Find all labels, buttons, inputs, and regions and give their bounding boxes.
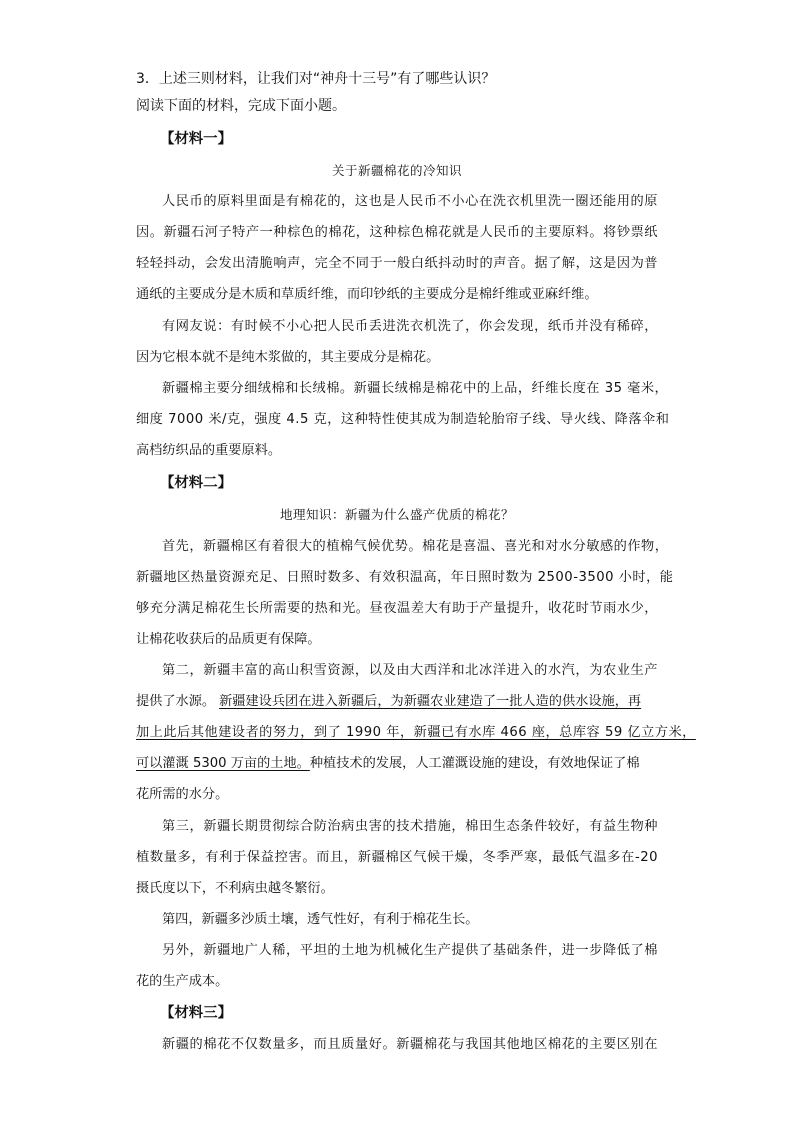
paragraph-line <box>136 755 640 773</box>
paragraph-line: 第四，新疆多沙质土壤，透气性好，有利于棉花生长。 <box>162 912 479 927</box>
material-2-heading: 【材料二】 <box>160 475 232 491</box>
paragraph-line: 新疆的棉花不仅数量多，而且质量好。新疆棉花与我国其他地区棉花的主要区别在 <box>162 1037 658 1052</box>
paragraph-text: 种植技术的发展，人工灌溉设施的建设，有效地保证了棉 <box>309 756 640 771</box>
paragraph-line: 细度 7000 米/克，强度 4.5 克，这种特性使其成为制造轮胎帘子线、导火线、降落伞和 <box>136 412 670 427</box>
material-1-title: 关于新疆棉花的冷知识 <box>331 163 462 178</box>
paragraph-line: 摄氏度以下，不利病虫越冬繁衍。 <box>136 881 334 896</box>
paragraph-line: 够充分满足棉花生长所需要的热和光。昼夜温差大有助于产量提升，收花时节雨水少， <box>136 601 658 616</box>
paragraph-line: 第二，新疆丰富的高山积雪资源，以及由大西洋和北冰洋进入的水汽，为农业生产 <box>162 663 658 678</box>
paragraph-line: 第三，新疆长期贯彻综合防治病虫害的技术措施，棉田生态条件较好，有益生物种 <box>162 819 658 834</box>
paragraph-line: 因。新疆石河子特产一种棕色的棉花，这种棕色棉花就是人民币的主要原料。将钞票纸 <box>136 225 658 240</box>
paragraph-text: 提供了水源。 <box>136 694 216 709</box>
paragraph-line: 因为它根本就不是纯木浆做的，其主要成分是棉花。 <box>136 350 440 365</box>
paragraph-line: 新疆棉主要分细绒棉和长绒棉。新疆长绒棉是棉花中的上品，纤维长度在 35 毫米， <box>162 381 669 396</box>
paragraph-line: 花的生产成本。 <box>136 974 229 989</box>
material-2-title: 地理知识：新疆为什么盛产优质的棉花？ <box>279 507 514 522</box>
paragraph-line: 植数量多，有利于保益控害。而且，新疆棉区气候干燥，冬季严寒，最低气温多在-20 <box>136 850 658 865</box>
question-3: 3．上述三则材料，让我们对“神舟十三号”有了哪些认识？ <box>136 71 496 87</box>
paragraph-line: 通纸的主要成分是木质和草质纤维，而印钞纸的主要成分是棉纤维或亚麻纤维。 <box>136 287 598 302</box>
paragraph-line: 高档纺织品的重要原料。 <box>136 443 282 458</box>
paragraph-line <box>136 693 641 711</box>
material-3-heading: 【材料三】 <box>160 1005 232 1021</box>
underlined-line: 加上此后其他建设者的努力，到了 1990 年，新疆已有水库 466 座，总库容 59 亿立方米， <box>136 725 696 740</box>
paragraph-line: 轻轻抖动，会发出清脆响声，完全不同于一般白纸抖动时的声音。据了解，这是因为普 <box>136 256 658 271</box>
paragraph-line: 新疆地区热量资源充足、日照时数多、有效积温高，年日照时数为 2500-3500 小时，能 <box>136 570 674 585</box>
underlined-text: 新疆建设兵团在进入新疆后，为新疆农业建造了一批人造的供水设施，再 <box>219 694 642 709</box>
paragraph-line: 另外，新疆地广人稀，平坦的土地为机械化生产提供了基础条件，进一步降低了棉 <box>162 943 658 958</box>
paragraph-line: 人民币的原料里面是有棉花的，这也是人民币不小心在洗衣机里洗一圈还能用的原 <box>162 194 658 209</box>
underlined-text: 可以灌溉 5300 万亩的土地。 <box>136 756 310 771</box>
paragraph-line: 让棉花收获后的品质更有保障。 <box>136 632 321 647</box>
material-1-heading: 【材料一】 <box>160 131 232 147</box>
paragraph-line: 首先，新疆棉区有着很大的植棉气候优势。棉花是喜温、喜光和对水分敏感的作物， <box>162 539 669 554</box>
instruction: 阅读下面的材料，完成下面小题。 <box>136 98 346 114</box>
paragraph-line: 有网友说：有时候不小心把人民币丢进洗衣机洗了，你会发现，纸币并没有稀碎， <box>162 319 658 334</box>
paragraph-line: 花所需的水分。 <box>136 787 229 802</box>
